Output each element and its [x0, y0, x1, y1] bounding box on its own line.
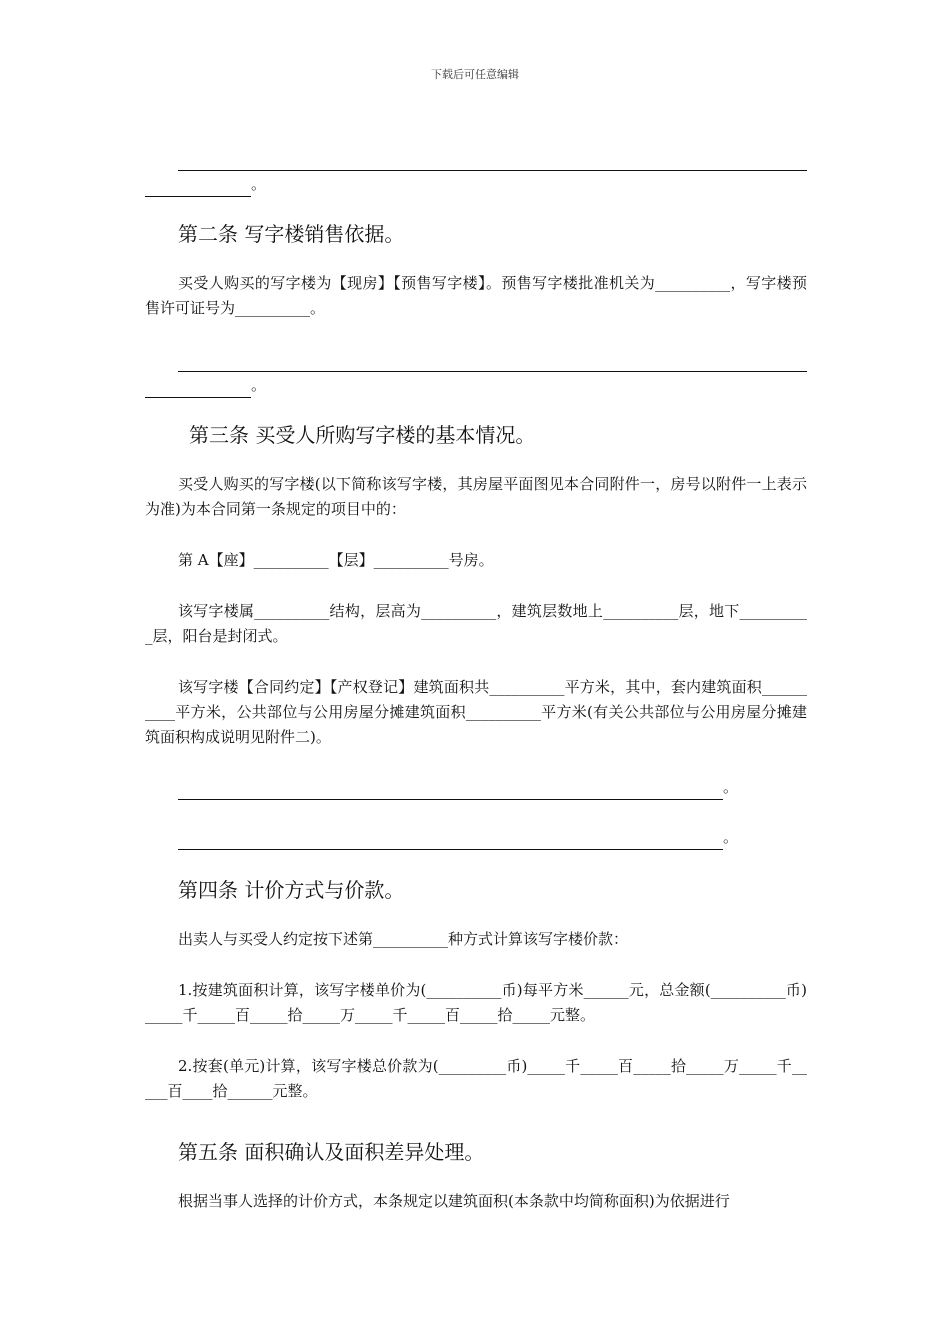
- article-3-heading: 第三条 买受人所购写字楼的基本情况。: [189, 423, 536, 447]
- blank-fill-line: [178, 826, 807, 850]
- blank-fill-line: [145, 355, 807, 398]
- page-header: 下载后可任意编辑: [431, 68, 519, 81]
- line-end-mark: 。: [251, 175, 267, 193]
- article-4-paragraph-2: 1.按建筑面积计算，该写字楼单价为(__________币)每平方米______元，总金额(__________币)_____千_____百_____拾_____万_____千_____百_____拾_____元整。: [145, 981, 807, 1024]
- article-5-heading: 第五条 面积确认及面积差异处理。: [178, 1140, 485, 1164]
- line-end-mark: 。: [251, 376, 267, 394]
- article-3-paragraph-4: 该写字楼【合同约定】【产权登记】建筑面积共__________平方米，其中，套内建筑面积__________平方米，公共部位与公用房屋分摊建筑面积__________平方米(有关公共部位与公用房屋分摊建筑面积构成说明见附件二)。: [145, 678, 807, 746]
- article-3-paragraph-1: 买受人购买的写字楼(以下简称该写字楼，其房屋平面图见本合同附件一，房号以附件一上表示为准)为本合同第一条规定的项目中的：: [145, 475, 807, 518]
- blank-fill-line: [178, 776, 807, 800]
- line-end-mark: 。: [723, 828, 739, 846]
- article-4-paragraph-3: 2.按套(单元)计算，该写字楼总价款为(_________币)_____千_____百_____拾_____万_____千_____百____拾______元整。: [145, 1057, 807, 1100]
- article-2-paragraph: 买受人购买的写字楼为【现房】【预售写字楼】。预售写字楼批准机关为__________，写字楼预售许可证号为__________。: [145, 274, 807, 317]
- article-3-paragraph-3: 该写字楼属__________结构，层高为__________，建筑层数地上__________层，地下__________层，阳台是封闭式。: [145, 602, 807, 645]
- article-4-heading: 第四条 计价方式与价款。: [178, 878, 405, 902]
- article-4-paragraph-1: 出卖人与买受人约定按下述第__________种方式计算该写字楼价款：: [178, 930, 629, 948]
- document-body: [145, 154, 807, 1214]
- article-2-heading: 第二条 写字楼销售依据。: [178, 222, 405, 246]
- blank-fill-line: [145, 154, 807, 197]
- line-end-mark: 。: [723, 778, 739, 796]
- article-3-paragraph-2: 第 A【座】__________【层】__________号房。: [178, 551, 494, 569]
- article-5-paragraph-1: 根据当事人选择的计价方式，本条规定以建筑面积(本条款中均简称面积)为依据进行: [178, 1192, 730, 1210]
